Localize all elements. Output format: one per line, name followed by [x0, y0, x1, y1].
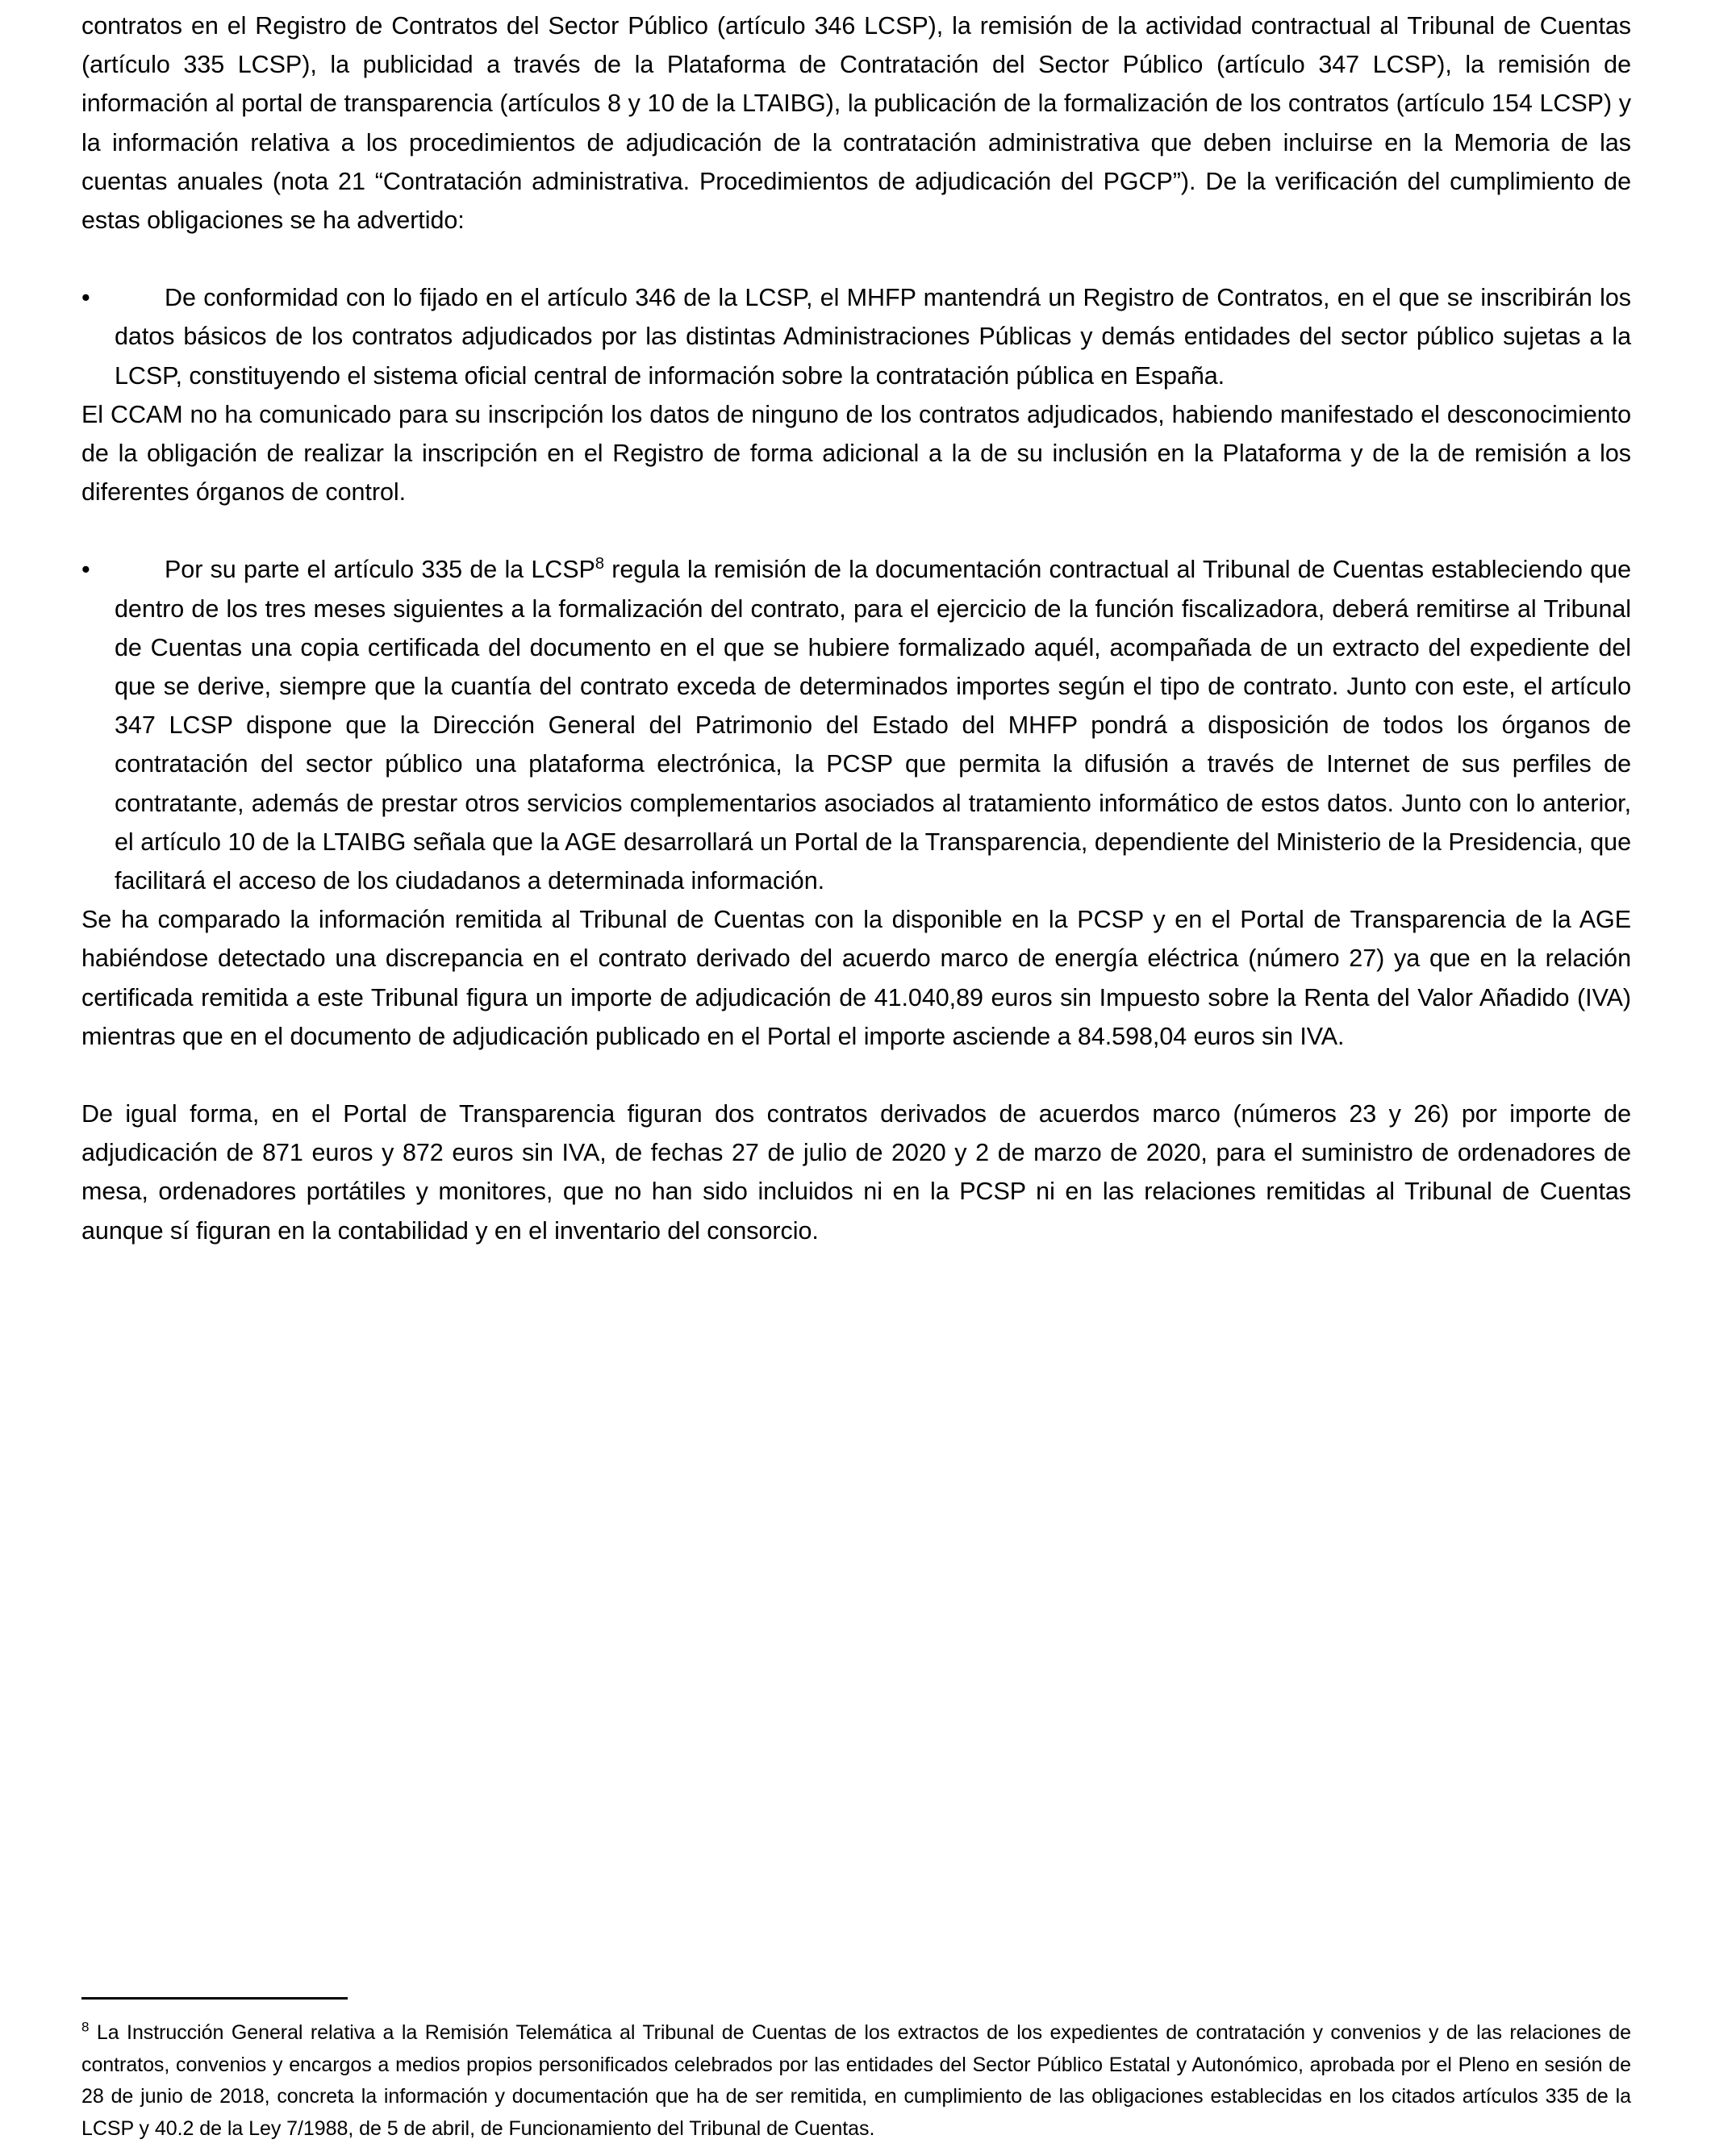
paragraph-de-igual-forma: De igual forma, en el Portal de Transparencia figuran dos contratos derivados de acuerdos marco (números 23 y 26) por importe de adjudicación de 871 euros y 872 euros sin IVA, de fechas 27 de julio de 2020 y 2 de marzo de 2020, para el suministro de ordenadores de mesa, ordenadores portátiles y monitores, que no han sido incluidos ni en la PCSP ni en las relaciones remitidas al Tribunal de Cuentas aunque sí figuran en la contabilidad y en el inventario del consorcio. [81, 1100, 1631, 1245]
bullet-text: De conformidad con lo fijado en el artículo 346 de la LCSP, el MHFP mantendrá un Registro de Contratos, en el que se inscribirán los datos básicos de los contratos adjudicados por las distintas Administraciones Públicas y demás entidades del sector público sujetas a la LCSP, constituyendo el sistema oficial central de información sobre la contratación pública en España. [115, 284, 1631, 390]
footnote-separator-rule [81, 1997, 348, 2000]
bullet-item-articulo-335 [81, 550, 1631, 900]
document-body [81, 0, 1631, 1250]
footnote-reference-8[interactable]: 8 [595, 555, 604, 573]
paragraph-continuation: contratos en el Registro de Contratos del Sector Público (artículo 346 LCSP), la remisión de la actividad contractual al Tribunal de Cuentas (artículo 335 LCSP), la publicidad a través de la Plataforma de Contratación del Sector Público (artículo 347 LCSP), la remisión de información al portal de transparencia (artículos 8 y 10 de la LTAIBG), la publicación de la formalización de los contratos (artículo 154 LCSP) y la información relativa a los procedimientos de adjudicación de la contratación administrativa que deben incluirse en la Memoria de las cuentas anuales (nota 21 “Contratación administrativa. Procedimientos de adjudicación del PGCP”). De la verificación del cumplimiento de estas obligaciones se ha advertido: [81, 12, 1631, 235]
paragraph-comparacion-informacion: Se ha comparado la información remitida al Tribunal de Cuentas con la disponible en la PCSP y en el Portal de Transparencia de la AGE habiéndose detectado una discrepancia en el contrato derivado del acuerdo marco de energía eléctrica (número 27) ya que en la relación certificada remitida a este Tribunal figura un importe de adjudicación de 41.040,89 euros sin Impuesto sobre la Renta del Valor Añadido (IVA) mientras que en el documento de adjudicación publicado en el Portal el importe asciende a 84.598,04 euros sin IVA. [81, 906, 1631, 1050]
footnote-entry-8 [81, 2017, 1631, 2145]
bullet-marker-icon: • [81, 284, 90, 312]
bullet-paragraph-footnote [81, 550, 1631, 900]
footnote-section [81, 1997, 1631, 2145]
bullet-text-before-footnote: Por su parte el artículo 335 de la LCSP [165, 556, 595, 584]
paragraph-ccam: El CCAM no ha comunicado para su inscripción los datos de ninguno de los contratos adjudicados, habiendo manifestado el desconocimiento de la obligación de realizar la inscripción en el Registro de forma adicional a la de su inclusión en la Plataforma y de la de remisión a los diferentes órganos de control. [81, 400, 1631, 507]
bullet-text-after-footnote: regula la remisión de la documentación contractual al Tribunal de Cuentas estableciendo que dentro de los tres meses siguientes a la formalización del contrato, para el ejercicio de la función fiscalizadora, deberá remitirse al Tribunal de Cuentas una copia certificada del documento en el que se hubiere formalizado aquél, acompañada de un extracto del expediente del que se derive, siempre que la cuantía del contrato exceda de determinados importes según el tipo de contrato. Junto con este, el artículo 347 LCSP dispone que la Dirección General del Patrimonio del Estado del MHFP pondrá a disposición de todos los órganos de contratación del sector público una plataforma electrónica, la PCSP que permita la difusión a través de Internet de sus perfiles de contratante, además de prestar otros servicios complementarios asociados al tratamiento informático de estos datos. Junto con lo anterior, el artículo 10 de la LTAIBG señala que la AGE desarrollará un Portal de la Transparencia, dependiente del Ministerio de la Presidencia, que facilitará el acceso de los ciudadanos a determinada información. [115, 556, 1631, 895]
footnote-number: 8 [81, 2019, 90, 2035]
bullet-paragraph [81, 278, 1631, 395]
bullet-item-registro-contratos [81, 278, 1631, 395]
footnote-text: La Instrucción General relativa a la Remisión Telemática al Tribunal de Cuentas de los extractos de los expedientes de contratación y convenios y de las relaciones de contratos, convenios y encargos a medios propios personificados celebrados por las entidades del Sector Público Estatal y Autonómico, aprobada por el Pleno en sesión de 28 de junio de 2018, concreta la información y documentación que ha de ser remitida, en cumplimiento de las obligaciones establecidas en los citados artículos 335 de la LCSP y 40.2 de la Ley 7/1988, de 5 de abril, de Funcionamiento del Tribunal de Cuentas. [81, 2021, 1631, 2140]
bullet-marker-icon: • [81, 556, 90, 584]
